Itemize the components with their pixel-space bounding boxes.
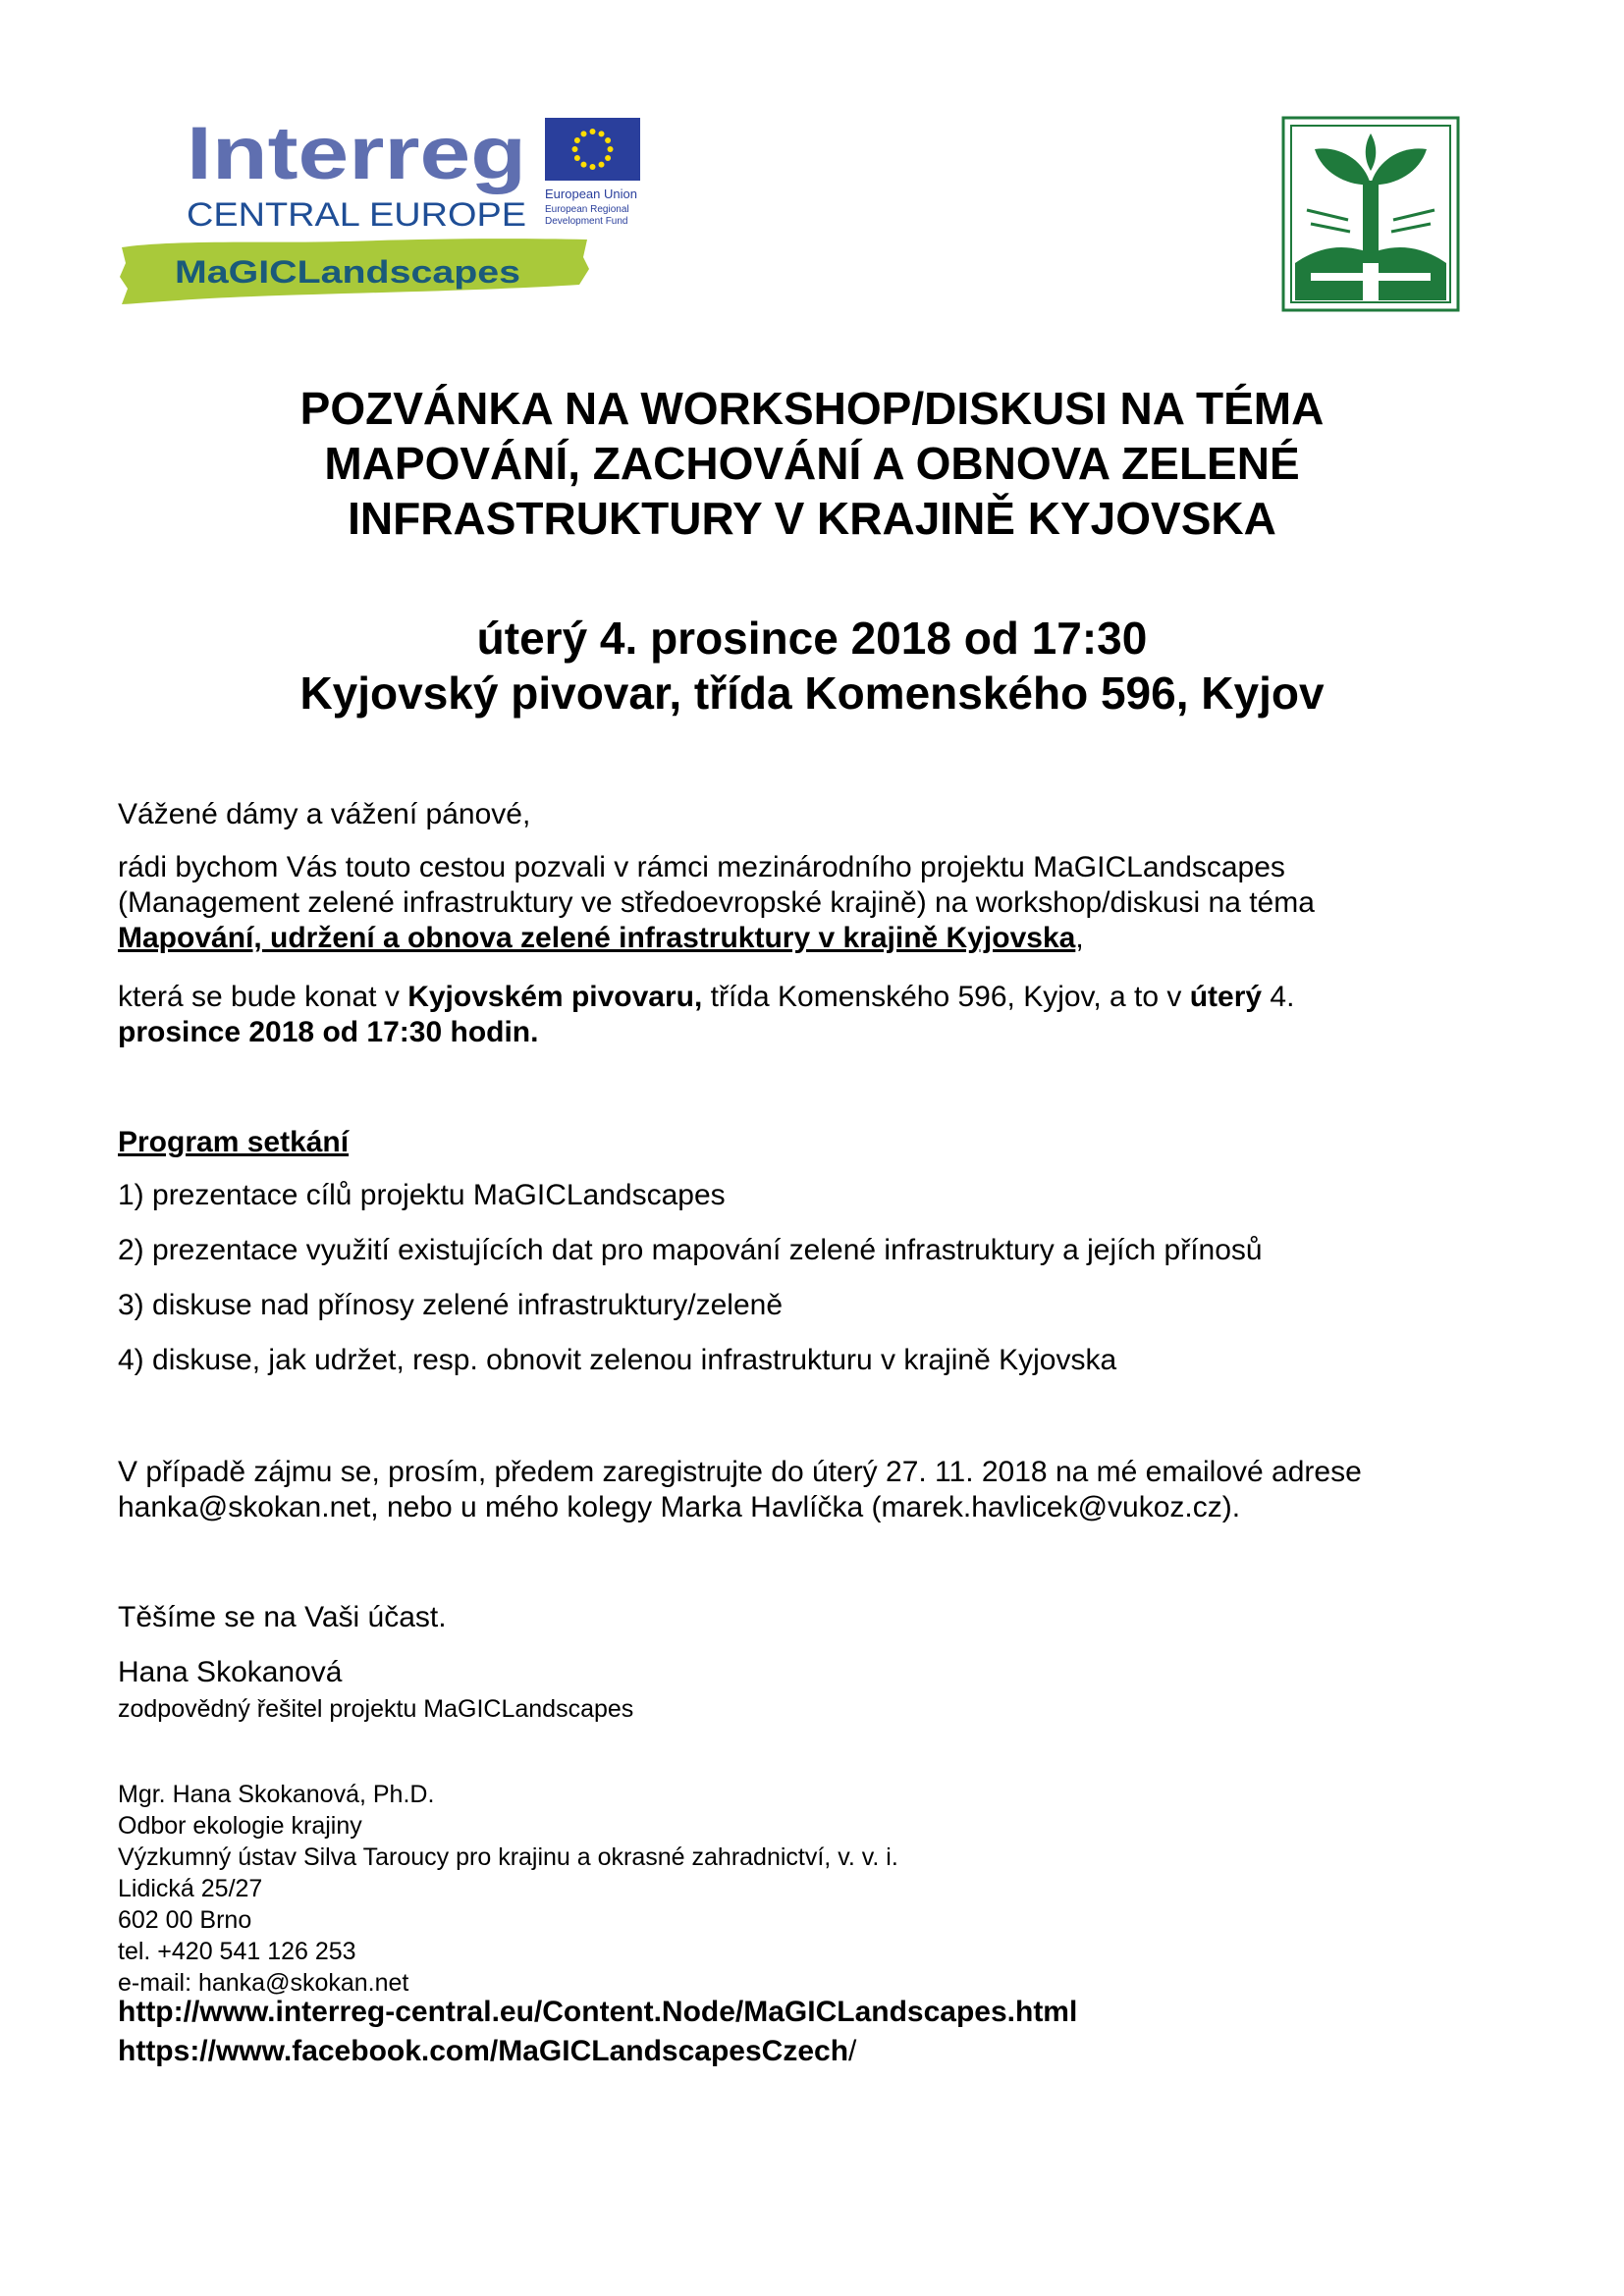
eu-line2: European Regional: [545, 204, 629, 215]
eu-line3: Development Fund: [545, 216, 628, 227]
signature-block: [118, 1779, 898, 1999]
vukoz-logo: [1281, 116, 1460, 312]
registration-line-1: V případě zájmu se, prosím, předem zaregistrujte do úterý 27. 11. 2018 na mé emailové adrese: [118, 1456, 1362, 1488]
facebook-link-line: [118, 2032, 1077, 2071]
program-item-2: 2) prezentace využití existujících dat pro mapování zelené infrastruktury a jejích přínosů: [118, 1234, 1263, 1266]
facebook-link[interactable]: https://www.facebook.com/MaGICLandscapesCzech: [118, 2035, 849, 2067]
invitation-title: [118, 381, 1506, 546]
title-line-1: POZVÁNKA NA WORKSHOP/DISKUSI NA TÉMA: [299, 383, 1325, 434]
closing-role: zodpovědný řešitel projektu MaGICLandscapes: [118, 1695, 634, 1723]
program-item-3: 3) diskuse nad přínosy zelené infrastruktury/zeleně: [118, 1289, 784, 1321]
signature-line: tel. +420 541 126 253: [118, 1938, 356, 1965]
signature-line: Mgr. Hana Skokanová, Ph.D.: [118, 1781, 435, 1808]
event-date: úterý 4. prosince 2018 od 17:30: [476, 613, 1148, 664]
interreg-link[interactable]: http://www.interreg-central.eu/Content.Node/MaGICLandscapes.html: [118, 1996, 1078, 2028]
venue-mid: třída Komenského 596, Kyjov, a to v: [702, 981, 1190, 1013]
signature-email: e-mail: hanka@skokan.net: [118, 1969, 409, 1997]
facebook-link-slash: /: [848, 2035, 857, 2067]
signature-line: Odbor ekologie krajiny: [118, 1812, 362, 1840]
signature-line: 602 00 Brno: [118, 1906, 252, 1934]
project-links: [118, 1993, 1077, 2071]
topic-comma: ,: [1075, 922, 1084, 954]
interreg-region: CENTRAL EUROPE: [187, 196, 526, 234]
eu-flag-icon: [545, 118, 640, 181]
event-place: Kyjovský pivovar, třída Komenského 596, Kyjov: [299, 667, 1325, 719]
venue-day-rest: 4.: [1262, 981, 1295, 1013]
intro-line-2: (Management zelené infrastruktury ve středoevropské krajině) na workshop/diskusi na téma: [118, 886, 1315, 919]
signature-line: Lidická 25/27: [118, 1875, 263, 1902]
signature-line: Výzkumný ústav Silva Taroucy pro krajinu a okrasné zahradnictví, v. v. i.: [118, 1843, 898, 1871]
greeting: Vážené dámy a vážení pánové,: [118, 798, 531, 830]
title-line-3: INFRASTRUKTURY V KRAJINĚ KYJOVSKA: [348, 493, 1276, 544]
topic-line: [118, 921, 1084, 956]
eu-line1: European Union: [545, 187, 637, 201]
project-badge-text: MaGICLandscapes: [175, 254, 520, 290]
title-line-2: MAPOVÁNÍ, ZACHOVÁNÍ A OBNOVA ZELENÉ: [324, 438, 1300, 489]
closing-text: Těšíme se na Vaši účast.: [118, 1601, 447, 1633]
interreg-logo-graphic: [116, 110, 646, 316]
venue-line-2: prosince 2018 od 17:30 hodin.: [118, 1016, 539, 1048]
venue-day: úterý: [1189, 981, 1263, 1013]
intro-line-1: rádi bychom Vás touto cestou pozvali v rámci mezinárodního projektu MaGICLandscapes: [118, 851, 1285, 883]
registration-line-2: hanka@skokan.net, nebo u mého kolegy Marka Havlíčka (marek.havlicek@vukoz.cz).: [118, 1491, 1241, 1523]
topic-text: Mapování, udržení a obnova zelené infrastruktury v krajině Kyjovska: [118, 922, 1076, 954]
vukoz-logo-icon: [1281, 116, 1460, 312]
event-details: [118, 611, 1506, 721]
venue-line-1: [118, 980, 1294, 1015]
program-item-1: 1) prezentace cílů projektu MaGICLandscapes: [118, 1179, 726, 1211]
program-item-4: 4) diskuse, jak udržet, resp. obnovit zelenou infrastrukturu v krajině Kyjovska: [118, 1344, 1117, 1376]
venue-pre: která se bude konat v: [118, 981, 408, 1013]
venue-name: Kyjovském pivovaru,: [407, 981, 703, 1013]
closing-name: Hana Skokanová: [118, 1656, 343, 1688]
interreg-word: Interreg: [187, 112, 526, 195]
program-title: Program setkání: [118, 1126, 350, 1158]
interreg-logo: [116, 110, 646, 316]
